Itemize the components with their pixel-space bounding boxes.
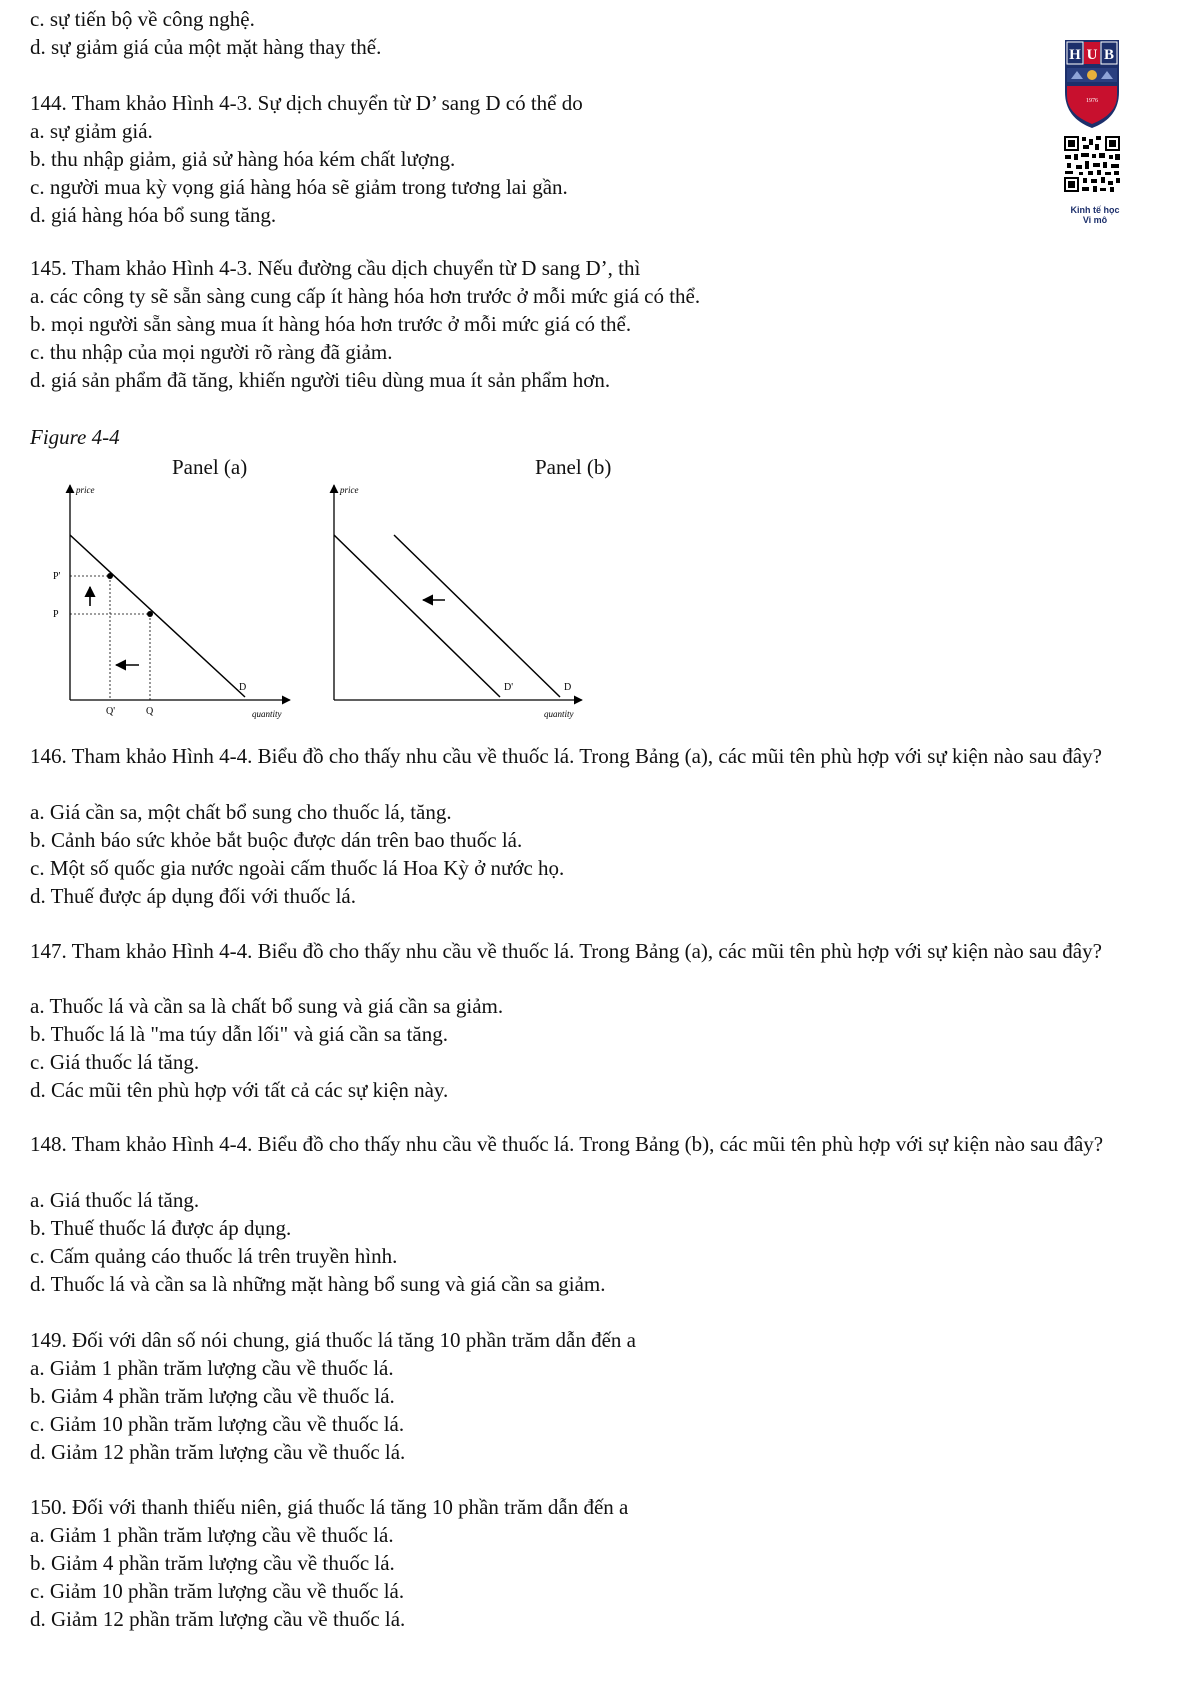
question-147-stem: 147. Tham khảo Hình 4-4. Biểu đồ cho thấy nhu cầu về thuốc lá. Trong Bảng (a), các mũi tên phù hợp với sự kiện nào sau đây? [30, 939, 1102, 963]
question-144-option-b: b. thu nhập giảm, giả sử hàng hóa kém chất lượng. [30, 147, 456, 171]
hub-logo [1061, 36, 1123, 231]
question-144-option-c: c. người mua kỳ vọng giá hàng hóa sẽ giảm trong tương lai gần. [30, 175, 568, 199]
panel-a-diagram [40, 475, 310, 725]
panel-b-price-label: price [340, 485, 359, 495]
qr-code-icon [1063, 135, 1121, 193]
question-147-option-c: c. Giá thuốc lá tăng. [30, 1050, 200, 1074]
panel-a-p-low-label: P [53, 609, 59, 620]
panel-a-curve-label: D [239, 682, 247, 693]
question-145-stem: 145. Tham khảo Hình 4-3. Nếu đường cầu dịch chuyển từ D sang D’, thì [30, 256, 641, 280]
logo-letter-h: H [1069, 47, 1081, 63]
question-145-option-c: c. thu nhập của mọi người rõ ràng đã giảm. [30, 340, 393, 364]
panel-b-demand-curve-new [334, 535, 500, 697]
question-147-option-a: a. Thuốc lá và cần sa là chất bổ sung và giá cần sa giảm. [30, 994, 504, 1018]
question-144-option-d: d. giá hàng hóa bổ sung tăng. [30, 203, 277, 227]
question-147-option-b: b. Thuốc lá là "ma túy dẫn lối" và giá cần sa tăng. [30, 1022, 448, 1046]
question-145-option-a: a. các công ty sẽ sẵn sàng cung cấp ít hàng hóa hơn trước ở mỗi mức giá có thể. [30, 284, 701, 308]
panel-a-price-label: price [76, 485, 95, 495]
question-146-option-b: b. Cảnh báo sức khỏe bắt buộc được dán trên bao thuốc lá. [30, 828, 523, 852]
panel-a-point-low [147, 611, 153, 617]
figure-title: Figure 4-4 [30, 425, 120, 449]
panel-a-demand-curve [70, 535, 245, 697]
panel-a-quantity-label: quantity [252, 709, 282, 719]
question-147-option-d: d. Các mũi tên phù hợp với tất cả các sự kiện này. [30, 1078, 449, 1102]
question-146-option-a: a. Giá cần sa, một chất bổ sung cho thuốc lá, tăng. [30, 800, 452, 824]
question-150-option-b: b. Giảm 4 phần trăm lượng cầu về thuốc lá. [30, 1551, 395, 1575]
qr-code [1063, 135, 1121, 193]
question-149-option-a: a. Giảm 1 phần trăm lượng cầu về thuốc lá. [30, 1356, 394, 1380]
question-148-option-d: d. Thuốc lá và cần sa là những mặt hàng bổ sung và giá cần sa giảm. [30, 1272, 606, 1296]
question-150-stem: 150. Đối với thanh thiếu niên, giá thuốc lá tăng 10 phần trăm dẫn đến a [30, 1495, 629, 1519]
option-d: d. sự giảm giá của một mặt hàng thay thế. [30, 35, 382, 59]
panel-b-demand-curve-original [394, 535, 560, 697]
panel-b-title: Panel (b) [535, 455, 612, 479]
question-146-stem: 146. Tham khảo Hình 4-4. Biểu đồ cho thấy nhu cầu về thuốc lá. Trong Bảng (a), các mũi tên phù hợp với sự kiện nào sau đây? [30, 744, 1102, 768]
panel-a-q-low-label: Q' [106, 706, 116, 717]
question-146-option-d: d. Thuế được áp dụng đối với thuốc lá. [30, 884, 356, 908]
question-150-option-c: c. Giảm 10 phần trăm lượng cầu về thuốc lá. [30, 1579, 405, 1603]
logo-caption [1055, 205, 1135, 225]
panel-b-diagram [312, 475, 602, 725]
question-150-option-d: d. Giảm 12 phần trăm lượng cầu về thuốc lá. [30, 1607, 406, 1631]
panel-a-q-high-label: Q [146, 706, 154, 717]
question-148-option-a: a. Giá thuốc lá tăng. [30, 1188, 200, 1212]
question-148-option-c: c. Cấm quảng cáo thuốc lá trên truyền hình. [30, 1244, 398, 1268]
option-c: c. sự tiến bộ về công nghệ. [30, 7, 255, 31]
question-144-stem: 144. Tham khảo Hình 4-3. Sự dịch chuyển từ D’ sang D có thể do [30, 91, 583, 115]
hub-shield-icon [1061, 36, 1123, 226]
question-145-option-d: d. giá sản phẩm đã tăng, khiến người tiêu dùng mua ít sản phẩm hơn. [30, 368, 611, 392]
panel-a-p-high-label: P' [53, 571, 61, 582]
question-148-option-b: b. Thuế thuốc lá được áp dụng. [30, 1216, 292, 1240]
panel-a-title: Panel (a) [172, 455, 248, 479]
logo-year: 1976 [1086, 98, 1098, 104]
question-144-option-a: a. sự giảm giá. [30, 119, 153, 143]
panel-b-quantity-label: quantity [544, 709, 574, 719]
question-149-stem: 149. Đối với dân số nói chung, giá thuốc lá tăng 10 phần trăm dẫn đến a [30, 1328, 636, 1352]
panel-b-curve-new-label: D' [504, 682, 514, 693]
logo-letter-u: U [1086, 47, 1098, 63]
logo-letter-b: B [1103, 47, 1115, 63]
question-148-stem: 148. Tham khảo Hình 4-4. Biểu đồ cho thấy nhu cầu về thuốc lá. Trong Bảng (b), các mũi tên phù hợp với sự kiện nào sau đây? [30, 1132, 1104, 1156]
panel-a-point-high [107, 573, 113, 579]
question-149-option-b: b. Giảm 4 phần trăm lượng cầu về thuốc lá. [30, 1384, 395, 1408]
question-149-option-c: c. Giảm 10 phần trăm lượng cầu về thuốc lá. [30, 1412, 405, 1436]
question-145-option-b: b. mọi người sẵn sàng mua ít hàng hóa hơn trước ở mỗi mức giá có thể. [30, 312, 632, 336]
question-149-option-d: d. Giảm 12 phần trăm lượng cầu về thuốc lá. [30, 1440, 406, 1464]
logo-caption-line2: Vi mô [1082, 215, 1108, 225]
question-150-option-a: a. Giảm 1 phần trăm lượng cầu về thuốc lá. [30, 1523, 394, 1547]
panel-b-curve-original-label: D [564, 682, 572, 693]
question-146-option-c: c. Một số quốc gia nước ngoài cấm thuốc lá Hoa Kỳ ở nước họ. [30, 856, 565, 880]
logo-caption-line1: Kinh tế học [1070, 205, 1120, 215]
